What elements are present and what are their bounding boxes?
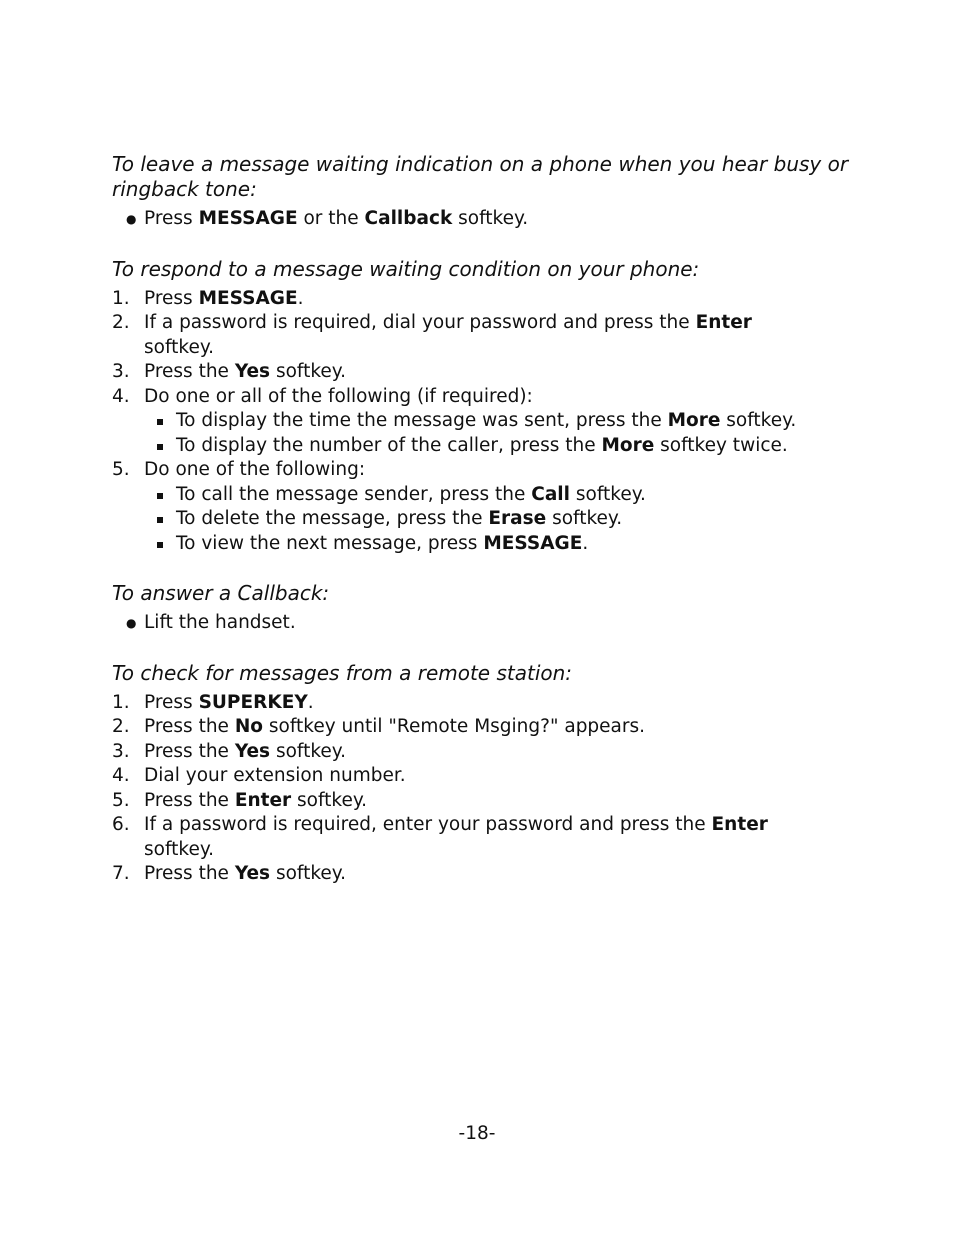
list-item: 4. Dial your extension number. [112, 765, 406, 786]
square-bullet-icon [157, 419, 163, 425]
list-item: ● Lift the handset. [112, 611, 852, 636]
list-item: 3. Press the Yes softkey. [112, 361, 346, 382]
list-item: 1. Press SUPERKEY. [112, 691, 314, 713]
sub-list-item: To delete the message, press the Erase softkey. [112, 507, 852, 532]
sub-list-item: To display the time the message was sent, press the More softkey. [112, 409, 852, 434]
list-item: 7. Press the Yes softkey. [112, 863, 346, 884]
section-heading: To respond to a message waiting condition on your phone: [112, 256, 700, 281]
square-bullet-icon [157, 542, 163, 548]
list-item: 3. Press the Yes softkey. [112, 740, 346, 762]
sub-list-item: To call the message sender, press the Call softkey. [112, 483, 852, 508]
list-item: 1. Press MESSAGE. [112, 287, 304, 309]
list-item: 5. Do one of the following: [112, 459, 366, 480]
sub-list-item: To display the number of the caller, press the More softkey twice. [112, 434, 852, 459]
section-heading: To answer a Callback: [112, 581, 330, 605]
list-item: 2. Press the No softkey until "Remote Msging?" appears. [112, 716, 646, 737]
list-item: ● Press MESSAGE or the Callback softkey. [112, 207, 852, 232]
square-bullet-icon [157, 444, 163, 450]
square-bullet-icon [157, 493, 163, 499]
bullet-icon: ● [126, 212, 137, 226]
page-number: -18- [458, 1123, 496, 1144]
square-bullet-icon [157, 517, 163, 523]
list-item: 4. Do one or all of the following (if required): [112, 385, 533, 407]
bullet-icon: ● [126, 616, 137, 630]
list-item: 5. Press the Enter softkey. [112, 789, 368, 811]
sub-list-item: To view the next message, press MESSAGE. [112, 532, 852, 557]
section-heading: To leave a message waiting indication on a phone when you hear busy or ringback tone: [112, 152, 849, 201]
list-item: 2. If a password is required, dial your password and press the Enter softkey. [112, 312, 752, 358]
list-item: 6. If a password is required, enter your password and press the Enter softkey. [112, 814, 768, 860]
document-page [112, 152, 852, 887]
section-heading: To check for messages from a remote station: [112, 660, 573, 685]
